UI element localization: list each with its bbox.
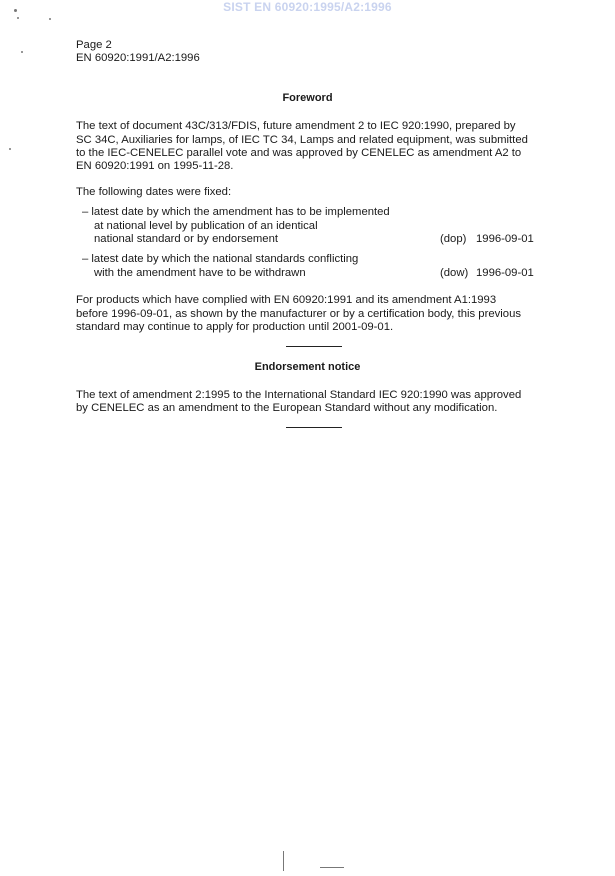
scan-speck bbox=[283, 851, 284, 871]
scan-speck bbox=[17, 17, 19, 19]
scan-speck bbox=[21, 51, 23, 53]
text-line: before 1996-09-01, as shown by the manufacturer or by a certification body, this previous bbox=[76, 308, 522, 320]
text-line: SC 34C, Auxiliaries for lamps, of IEC TC 34, Lamps and related equipment, was submitted bbox=[76, 134, 528, 146]
foreword-heading: Foreword bbox=[282, 92, 333, 104]
date-code: (dow) bbox=[440, 267, 469, 279]
text-line: EN 60920:1991 on 1995-11-28. bbox=[76, 160, 234, 172]
text-line: For products which have complied with EN 60920:1991 and its amendment A1:1993 bbox=[76, 294, 497, 306]
text-line: national standard or by endorsement bbox=[94, 233, 279, 245]
text-line: at national level by publication of an identical bbox=[94, 220, 318, 232]
page-label: Page 2 bbox=[76, 39, 112, 51]
dates-intro: The following dates were fixed: bbox=[76, 186, 232, 198]
text-line: standard may continue to apply for production until 2001-09-01. bbox=[76, 321, 394, 333]
date-code: (dop) bbox=[440, 233, 467, 245]
document-reference: EN 60920:1991/A2:1996 bbox=[76, 52, 200, 64]
text-line: by CENELEC as an amendment to the European Standard without any modification. bbox=[76, 402, 498, 414]
text-line: The text of document 43C/313/FDIS, future amendment 2 to IEC 920:1990, prepared by bbox=[76, 120, 516, 132]
date-value: 1996-09-01 bbox=[476, 233, 534, 245]
scan-speck bbox=[320, 867, 344, 868]
scan-speck bbox=[49, 18, 51, 20]
text-line: – latest date by which the national standards conflicting bbox=[82, 253, 359, 265]
scan-speck bbox=[14, 9, 17, 12]
watermark: SIST EN 60920:1995/A2:1996 bbox=[223, 0, 392, 14]
section-divider bbox=[286, 346, 342, 347]
date-value: 1996-09-01 bbox=[476, 267, 534, 279]
scan-speck bbox=[9, 148, 11, 150]
end-divider bbox=[286, 427, 342, 428]
endorsement-heading: Endorsement notice bbox=[254, 361, 361, 373]
text-line: with the amendment have to be withdrawn bbox=[94, 267, 306, 279]
text-line: – latest date by which the amendment has to be implemented bbox=[82, 206, 390, 218]
text-line: to the IEC-CENELEC parallel vote and was approved by CENELEC as amendment A2 to bbox=[76, 147, 522, 159]
text-line: The text of amendment 2:1995 to the International Standard IEC 920:1990 was approved bbox=[76, 389, 522, 401]
